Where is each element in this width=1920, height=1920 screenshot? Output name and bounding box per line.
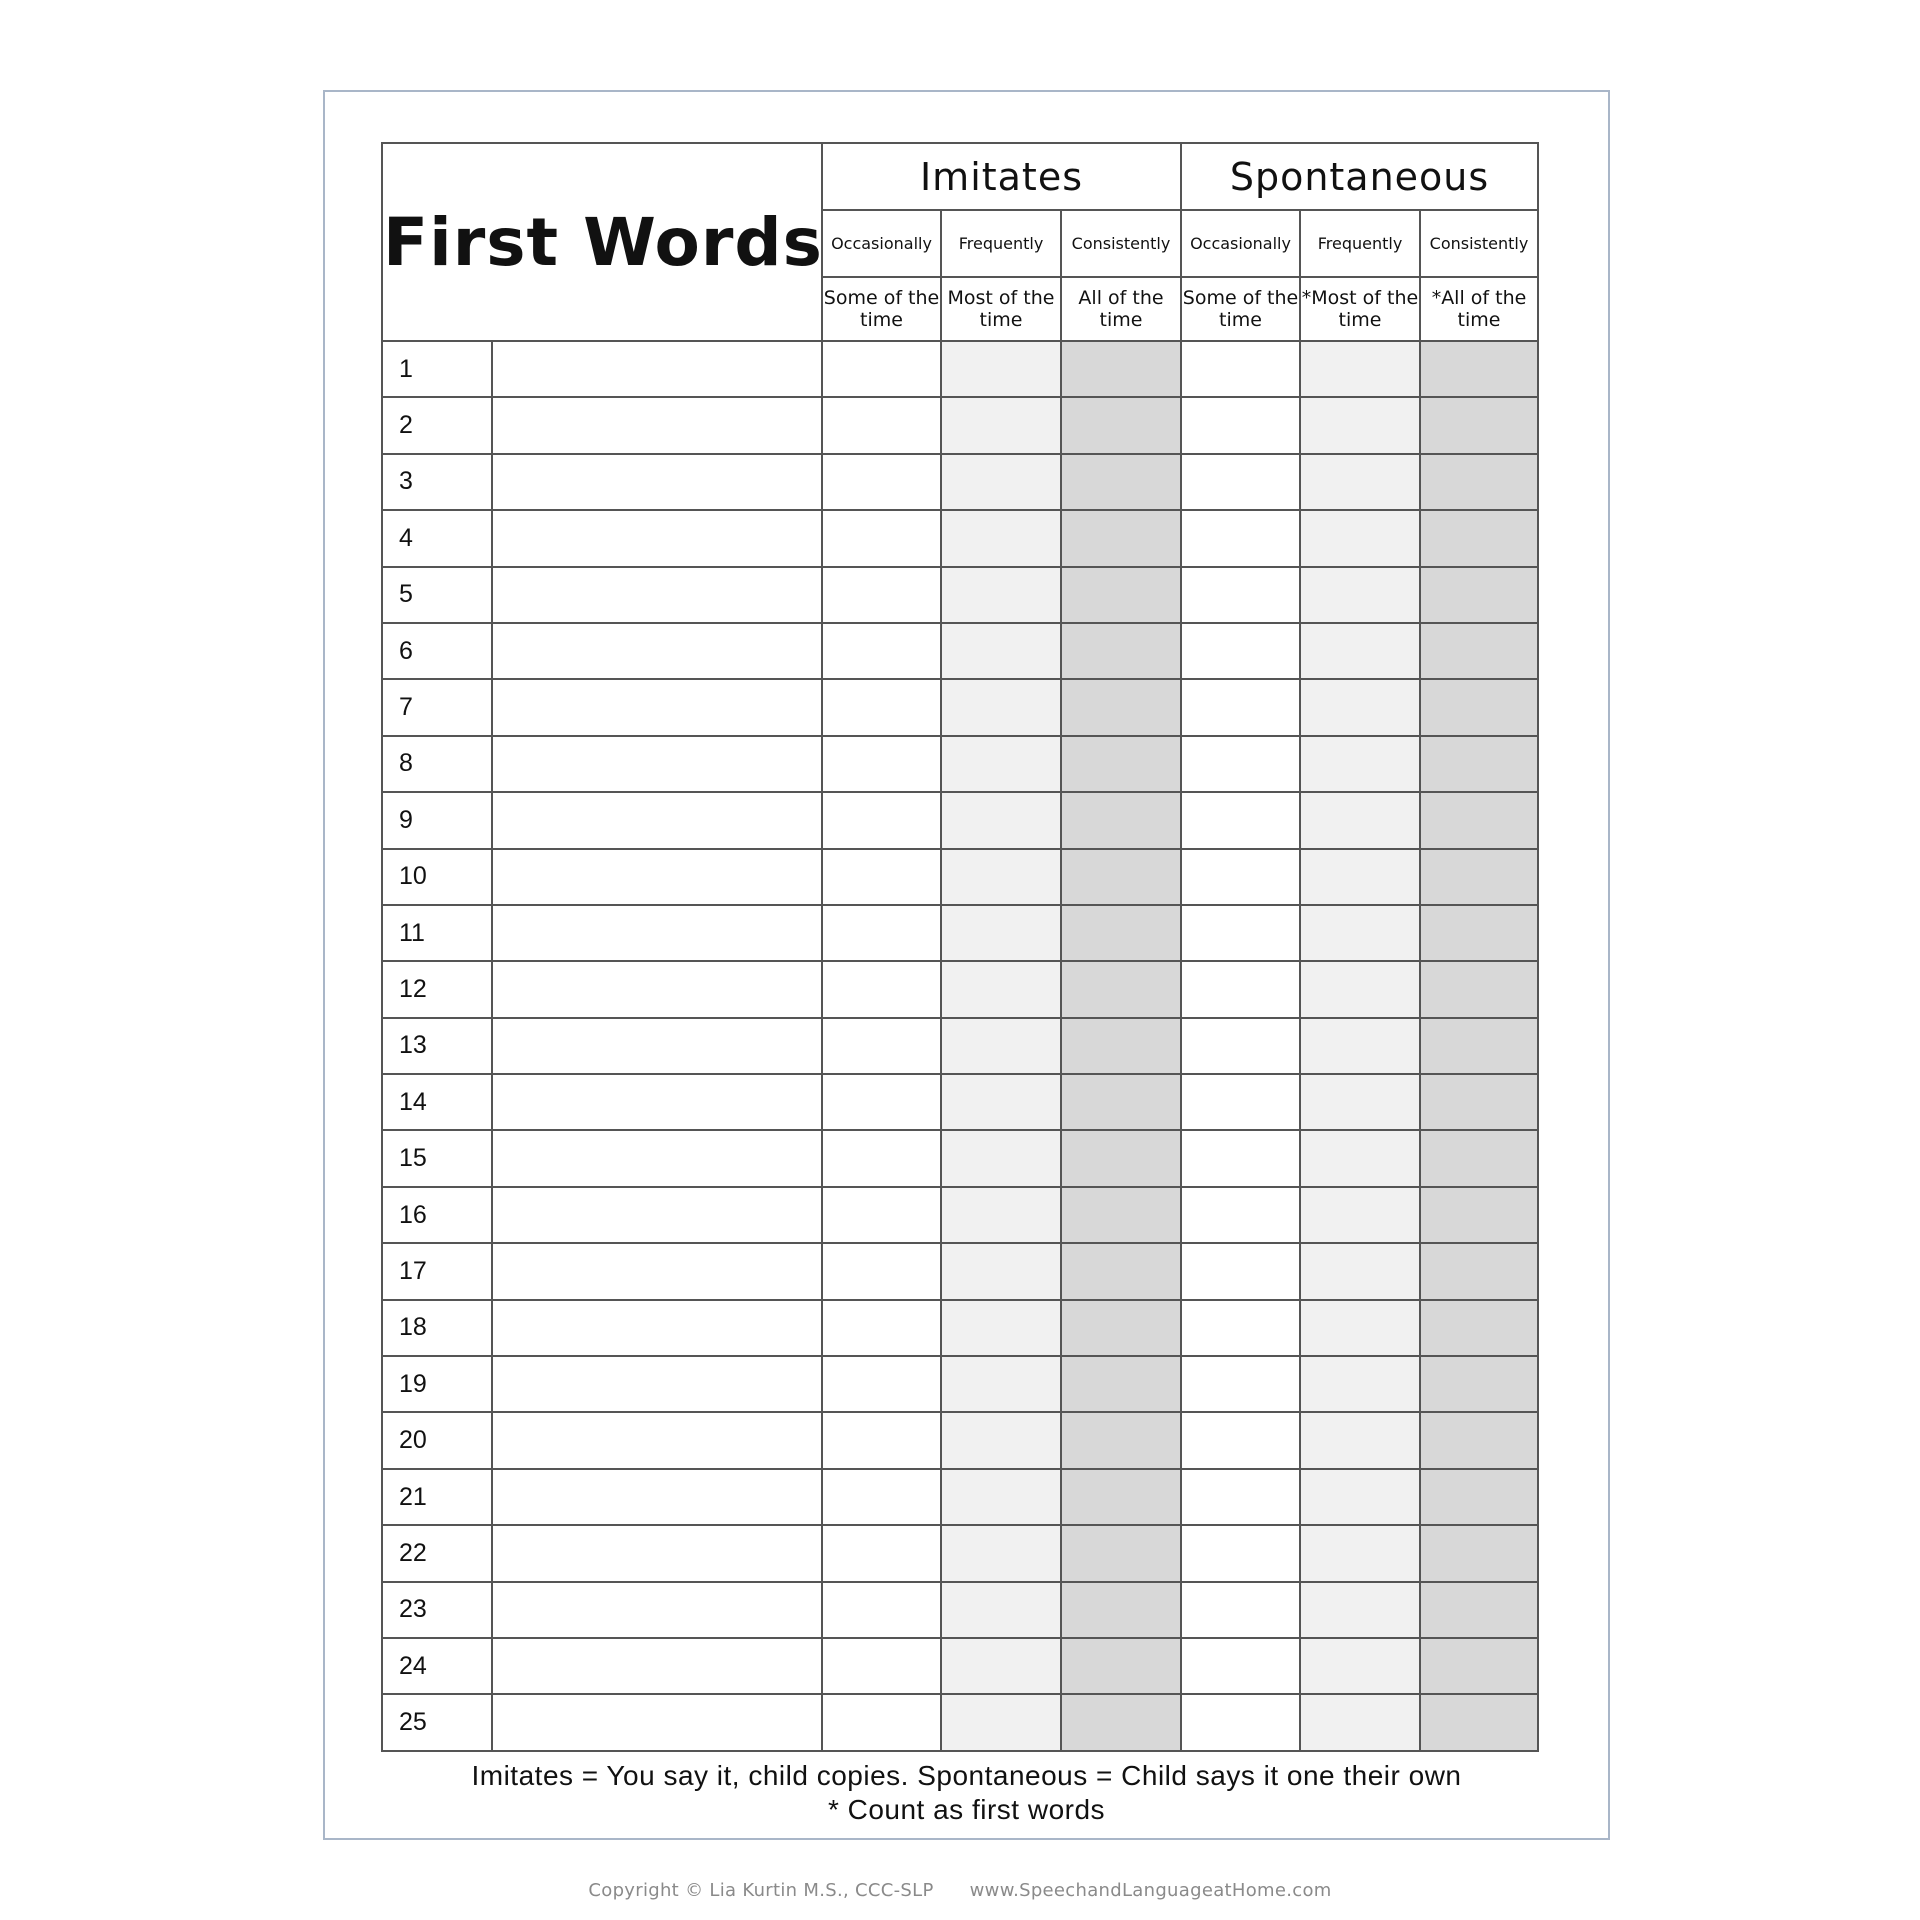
table-row: [382, 567, 1538, 623]
table-row: [382, 623, 1538, 679]
imitates-frequently-cell[interactable]: [941, 1638, 1061, 1694]
spontaneous-frequently-cell[interactable]: [1300, 454, 1420, 510]
word-entry-cell[interactable]: [492, 679, 822, 735]
spontaneous-frequently-cell[interactable]: [1300, 736, 1420, 792]
word-entry-cell[interactable]: [492, 1469, 822, 1525]
frequency-label: Consistently: [1061, 210, 1181, 277]
row-number: 22: [382, 1525, 492, 1581]
imitates-frequently-cell[interactable]: [941, 905, 1061, 961]
imitates-consistently-cell[interactable]: [1061, 792, 1181, 848]
footnote-asterisk-note: * Count as first words: [827, 1794, 1106, 1825]
imitates-consistently-cell[interactable]: [1061, 623, 1181, 679]
word-entry-cell[interactable]: [492, 1694, 822, 1750]
word-entry-cell[interactable]: [492, 1525, 822, 1581]
imitates-occasionally-cell[interactable]: [822, 736, 941, 792]
imitates-consistently-cell[interactable]: [1061, 397, 1181, 453]
spontaneous-occasionally-cell[interactable]: [1181, 397, 1300, 453]
row-number: 4: [382, 510, 492, 566]
imitates-consistently-cell[interactable]: [1061, 961, 1181, 1017]
word-entry-cell[interactable]: [492, 397, 822, 453]
spontaneous-consistently-cell[interactable]: [1420, 792, 1538, 848]
word-entry-cell[interactable]: [492, 510, 822, 566]
spontaneous-frequently-cell[interactable]: [1300, 1638, 1420, 1694]
table-row: [382, 961, 1538, 1017]
imitates-consistently-cell[interactable]: [1061, 1187, 1181, 1243]
spontaneous-frequently-cell[interactable]: [1300, 961, 1420, 1017]
row-number: 12: [382, 961, 492, 1017]
row-number: 19: [382, 1356, 492, 1412]
imitates-occasionally-cell[interactable]: [822, 1187, 941, 1243]
imitates-frequently-cell[interactable]: [941, 454, 1061, 510]
imitates-consistently-cell[interactable]: [1061, 1018, 1181, 1074]
word-entry-cell[interactable]: [492, 1412, 822, 1468]
row-number: 10: [382, 849, 492, 905]
frequency-label: Occasionally: [822, 210, 941, 277]
table-row: [382, 736, 1538, 792]
frequency-description: All of the time: [1061, 277, 1181, 341]
spontaneous-consistently-cell[interactable]: [1420, 1525, 1538, 1581]
spontaneous-occasionally-cell[interactable]: [1181, 623, 1300, 679]
imitates-occasionally-cell[interactable]: [822, 341, 941, 397]
table-row: [382, 1187, 1538, 1243]
spontaneous-consistently-cell[interactable]: [1420, 1412, 1538, 1468]
spontaneous-frequently-cell[interactable]: [1300, 1018, 1420, 1074]
row-number: 23: [382, 1582, 492, 1638]
imitates-occasionally-cell[interactable]: [822, 567, 941, 623]
table-row: [382, 454, 1538, 510]
spontaneous-occasionally-cell[interactable]: [1181, 736, 1300, 792]
row-number: 15: [382, 1130, 492, 1186]
word-entry-cell[interactable]: [492, 1356, 822, 1412]
imitates-frequently-cell[interactable]: [941, 1356, 1061, 1412]
imitates-frequently-cell[interactable]: [941, 792, 1061, 848]
imitates-frequently-cell[interactable]: [941, 623, 1061, 679]
row-number: 6: [382, 623, 492, 679]
spontaneous-occasionally-cell[interactable]: [1181, 454, 1300, 510]
table-row: [382, 1694, 1538, 1750]
imitates-frequently-cell[interactable]: [941, 341, 1061, 397]
word-entry-cell[interactable]: [492, 1018, 822, 1074]
spontaneous-consistently-cell[interactable]: [1420, 1187, 1538, 1243]
spontaneous-consistently-cell[interactable]: [1420, 736, 1538, 792]
row-number: 11: [382, 905, 492, 961]
spontaneous-occasionally-cell[interactable]: [1181, 1638, 1300, 1694]
imitates-frequently-cell[interactable]: [941, 1525, 1061, 1581]
imitates-frequently-cell[interactable]: [941, 1018, 1061, 1074]
group-header-spontaneous: Spontaneous: [1181, 143, 1538, 210]
group-header-imitates: Imitates: [822, 143, 1181, 210]
word-entry-cell[interactable]: [492, 1638, 822, 1694]
word-entry-cell[interactable]: [492, 1300, 822, 1356]
spontaneous-consistently-cell[interactable]: [1420, 510, 1538, 566]
spontaneous-frequently-cell[interactable]: [1300, 1300, 1420, 1356]
spontaneous-frequently-cell[interactable]: [1300, 341, 1420, 397]
row-number: 18: [382, 1300, 492, 1356]
spontaneous-frequently-cell[interactable]: [1300, 1525, 1420, 1581]
frequency-label: Occasionally: [1181, 210, 1300, 277]
spontaneous-frequently-cell[interactable]: [1300, 1412, 1420, 1468]
imitates-consistently-cell[interactable]: [1061, 1694, 1181, 1750]
spontaneous-consistently-cell[interactable]: [1420, 1356, 1538, 1412]
copyright-website: www.SpeechandLanguageatHome.com: [969, 1880, 1332, 1901]
imitates-occasionally-cell[interactable]: [822, 961, 941, 1017]
row-number: 20: [382, 1412, 492, 1468]
row-number: 8: [382, 736, 492, 792]
spontaneous-consistently-cell[interactable]: [1420, 623, 1538, 679]
row-number: 24: [382, 1638, 492, 1694]
imitates-frequently-cell[interactable]: [941, 510, 1061, 566]
spontaneous-occasionally-cell[interactable]: [1181, 567, 1300, 623]
imitates-occasionally-cell[interactable]: [822, 1243, 941, 1299]
table-row: [382, 1582, 1538, 1638]
word-entry-cell[interactable]: [492, 736, 822, 792]
imitates-frequently-cell[interactable]: [941, 849, 1061, 905]
page-title: First Words: [383, 203, 823, 281]
imitates-consistently-cell[interactable]: [1061, 1582, 1181, 1638]
word-entry-cell[interactable]: [492, 1074, 822, 1130]
imitates-frequently-cell[interactable]: [941, 1582, 1061, 1638]
spontaneous-occasionally-cell[interactable]: [1181, 1356, 1300, 1412]
spontaneous-consistently-cell[interactable]: [1420, 905, 1538, 961]
table-row: [382, 792, 1538, 848]
spontaneous-frequently-cell[interactable]: [1300, 1582, 1420, 1638]
spontaneous-consistently-cell[interactable]: [1420, 567, 1538, 623]
imitates-consistently-cell[interactable]: [1061, 1130, 1181, 1186]
imitates-frequently-cell[interactable]: [941, 1130, 1061, 1186]
spontaneous-frequently-cell[interactable]: [1300, 397, 1420, 453]
table-row: [382, 341, 1538, 397]
spontaneous-frequently-cell[interactable]: [1300, 1694, 1420, 1750]
spontaneous-occasionally-cell[interactable]: [1181, 849, 1300, 905]
row-number: 2: [382, 397, 492, 453]
spontaneous-occasionally-cell[interactable]: [1181, 1412, 1300, 1468]
imitates-occasionally-cell[interactable]: [822, 1469, 941, 1525]
table-row: [382, 510, 1538, 566]
imitates-occasionally-cell[interactable]: [822, 679, 941, 735]
spontaneous-frequently-cell[interactable]: [1300, 1469, 1420, 1525]
imitates-occasionally-cell[interactable]: [822, 1638, 941, 1694]
row-number: 7: [382, 679, 492, 735]
table-row: [382, 1412, 1538, 1468]
word-entry-cell[interactable]: [492, 1187, 822, 1243]
imitates-frequently-cell[interactable]: [941, 397, 1061, 453]
spontaneous-frequently-cell[interactable]: [1300, 905, 1420, 961]
table-row: [382, 1469, 1538, 1525]
spontaneous-consistently-cell[interactable]: [1420, 1018, 1538, 1074]
spontaneous-occasionally-cell[interactable]: [1181, 1469, 1300, 1525]
row-number: 17: [382, 1243, 492, 1299]
imitates-occasionally-cell[interactable]: [822, 510, 941, 566]
table-row: [382, 1300, 1538, 1356]
frequency-description: Some of the time: [1181, 277, 1300, 341]
footnote-definition: Imitates = You say it, child copies. Spontaneous = Child says it one their own: [471, 1760, 1462, 1791]
spontaneous-occasionally-cell[interactable]: [1181, 905, 1300, 961]
imitates-occasionally-cell[interactable]: [822, 1412, 941, 1468]
row-number: 5: [382, 567, 492, 623]
spontaneous-consistently-cell[interactable]: [1420, 1243, 1538, 1299]
imitates-consistently-cell[interactable]: [1061, 1525, 1181, 1581]
word-entry-cell[interactable]: [492, 454, 822, 510]
imitates-occasionally-cell[interactable]: [822, 623, 941, 679]
frequency-label: Consistently: [1420, 210, 1538, 277]
imitates-frequently-cell[interactable]: [941, 1694, 1061, 1750]
spontaneous-consistently-cell[interactable]: [1420, 961, 1538, 1017]
table-row: [382, 849, 1538, 905]
word-entry-cell[interactable]: [492, 567, 822, 623]
imitates-frequently-cell[interactable]: [941, 1300, 1061, 1356]
spontaneous-occasionally-cell[interactable]: [1181, 1582, 1300, 1638]
imitates-frequently-cell[interactable]: [941, 736, 1061, 792]
imitates-occasionally-cell[interactable]: [822, 905, 941, 961]
imitates-consistently-cell[interactable]: [1061, 341, 1181, 397]
spontaneous-consistently-cell[interactable]: [1420, 1638, 1538, 1694]
imitates-occasionally-cell[interactable]: [822, 397, 941, 453]
spontaneous-occasionally-cell[interactable]: [1181, 510, 1300, 566]
spontaneous-occasionally-cell[interactable]: [1181, 1187, 1300, 1243]
row-number: 25: [382, 1694, 492, 1750]
imitates-consistently-cell[interactable]: [1061, 567, 1181, 623]
copyright-line: [0, 1880, 1920, 1901]
spontaneous-consistently-cell[interactable]: [1420, 454, 1538, 510]
imitates-consistently-cell[interactable]: [1061, 454, 1181, 510]
frequency-description: Most of the time: [941, 277, 1061, 341]
word-entry-cell[interactable]: [492, 1582, 822, 1638]
table-row: [382, 679, 1538, 735]
footnote: [323, 1759, 1610, 1827]
spontaneous-consistently-cell[interactable]: [1420, 849, 1538, 905]
imitates-occasionally-cell[interactable]: [822, 1300, 941, 1356]
spontaneous-frequently-cell[interactable]: [1300, 679, 1420, 735]
imitates-consistently-cell[interactable]: [1061, 905, 1181, 961]
table-row: [382, 1525, 1538, 1581]
imitates-consistently-cell[interactable]: [1061, 679, 1181, 735]
imitates-consistently-cell[interactable]: [1061, 849, 1181, 905]
word-entry-cell[interactable]: [492, 1243, 822, 1299]
imitates-occasionally-cell[interactable]: [822, 1694, 941, 1750]
imitates-consistently-cell[interactable]: [1061, 1469, 1181, 1525]
spontaneous-occasionally-cell[interactable]: [1181, 792, 1300, 848]
row-number: 1: [382, 341, 492, 397]
tracking-table: [381, 142, 1539, 1752]
spontaneous-consistently-cell[interactable]: [1420, 1469, 1538, 1525]
spontaneous-consistently-cell[interactable]: [1420, 1300, 1538, 1356]
table-row: [382, 1074, 1538, 1130]
imitates-occasionally-cell[interactable]: [822, 1582, 941, 1638]
row-number: 16: [382, 1187, 492, 1243]
spontaneous-frequently-cell[interactable]: [1300, 849, 1420, 905]
word-entry-cell[interactable]: [492, 792, 822, 848]
spontaneous-occasionally-cell[interactable]: [1181, 1018, 1300, 1074]
imitates-consistently-cell[interactable]: [1061, 1074, 1181, 1130]
spontaneous-consistently-cell[interactable]: [1420, 679, 1538, 735]
spontaneous-consistently-cell[interactable]: [1420, 397, 1538, 453]
spontaneous-occasionally-cell[interactable]: [1181, 1130, 1300, 1186]
spontaneous-frequently-cell[interactable]: [1300, 567, 1420, 623]
imitates-occasionally-cell[interactable]: [822, 454, 941, 510]
spontaneous-occasionally-cell[interactable]: [1181, 341, 1300, 397]
spontaneous-consistently-cell[interactable]: [1420, 1074, 1538, 1130]
row-number: 9: [382, 792, 492, 848]
spontaneous-occasionally-cell[interactable]: [1181, 1300, 1300, 1356]
spontaneous-occasionally-cell[interactable]: [1181, 1694, 1300, 1750]
imitates-occasionally-cell[interactable]: [822, 849, 941, 905]
title-cell: [382, 143, 822, 341]
imitates-occasionally-cell[interactable]: [822, 1130, 941, 1186]
table-row: [382, 397, 1538, 453]
word-entry-cell[interactable]: [492, 1130, 822, 1186]
imitates-consistently-cell[interactable]: [1061, 736, 1181, 792]
spontaneous-frequently-cell[interactable]: [1300, 1356, 1420, 1412]
frequency-label: Frequently: [1300, 210, 1420, 277]
imitates-frequently-cell[interactable]: [941, 1412, 1061, 1468]
spontaneous-occasionally-cell[interactable]: [1181, 961, 1300, 1017]
spontaneous-consistently-cell[interactable]: [1420, 1582, 1538, 1638]
spontaneous-frequently-cell[interactable]: [1300, 792, 1420, 848]
copyright-owner: Copyright © Lia Kurtin M.S., CCC-SLP: [588, 1880, 934, 1901]
word-entry-cell[interactable]: [492, 849, 822, 905]
table-row: [382, 1243, 1538, 1299]
spontaneous-frequently-cell[interactable]: [1300, 1187, 1420, 1243]
table-row: [382, 1130, 1538, 1186]
table-row: [382, 1638, 1538, 1694]
imitates-frequently-cell[interactable]: [941, 567, 1061, 623]
imitates-frequently-cell[interactable]: [941, 961, 1061, 1017]
table-row: [382, 1356, 1538, 1412]
spontaneous-frequently-cell[interactable]: [1300, 1130, 1420, 1186]
imitates-occasionally-cell[interactable]: [822, 792, 941, 848]
imitates-occasionally-cell[interactable]: [822, 1525, 941, 1581]
imitates-frequently-cell[interactable]: [941, 1074, 1061, 1130]
word-entry-cell[interactable]: [492, 905, 822, 961]
spontaneous-frequently-cell[interactable]: [1300, 1074, 1420, 1130]
word-entry-cell[interactable]: [492, 341, 822, 397]
spontaneous-occasionally-cell[interactable]: [1181, 1243, 1300, 1299]
imitates-occasionally-cell[interactable]: [822, 1018, 941, 1074]
spontaneous-frequently-cell[interactable]: [1300, 510, 1420, 566]
word-entry-cell[interactable]: [492, 961, 822, 1017]
imitates-occasionally-cell[interactable]: [822, 1356, 941, 1412]
table-row: [382, 1018, 1538, 1074]
spontaneous-occasionally-cell[interactable]: [1181, 1525, 1300, 1581]
imitates-frequently-cell[interactable]: [941, 1469, 1061, 1525]
row-number: 14: [382, 1074, 492, 1130]
frequency-description: *All of the time: [1420, 277, 1538, 341]
first-words-worksheet: [381, 142, 1537, 1746]
spontaneous-frequently-cell[interactable]: [1300, 623, 1420, 679]
spontaneous-consistently-cell[interactable]: [1420, 1130, 1538, 1186]
imitates-consistently-cell[interactable]: [1061, 1300, 1181, 1356]
row-number: 13: [382, 1018, 492, 1074]
spontaneous-frequently-cell[interactable]: [1300, 1243, 1420, 1299]
imitates-frequently-cell[interactable]: [941, 1187, 1061, 1243]
word-entry-cell[interactable]: [492, 623, 822, 679]
frequency-description: *Most of the time: [1300, 277, 1420, 341]
frequency-description: Some of the time: [822, 277, 941, 341]
imitates-consistently-cell[interactable]: [1061, 1356, 1181, 1412]
imitates-consistently-cell[interactable]: [1061, 1412, 1181, 1468]
table-row: [382, 905, 1538, 961]
imitates-frequently-cell[interactable]: [941, 679, 1061, 735]
frequency-label: Frequently: [941, 210, 1061, 277]
spontaneous-occasionally-cell[interactable]: [1181, 1074, 1300, 1130]
spontaneous-consistently-cell[interactable]: [1420, 1694, 1538, 1750]
spontaneous-occasionally-cell[interactable]: [1181, 679, 1300, 735]
imitates-consistently-cell[interactable]: [1061, 1243, 1181, 1299]
imitates-frequently-cell[interactable]: [941, 1243, 1061, 1299]
row-number: 21: [382, 1469, 492, 1525]
imitates-occasionally-cell[interactable]: [822, 1074, 941, 1130]
spontaneous-consistently-cell[interactable]: [1420, 341, 1538, 397]
imitates-consistently-cell[interactable]: [1061, 510, 1181, 566]
row-number: 3: [382, 454, 492, 510]
imitates-consistently-cell[interactable]: [1061, 1638, 1181, 1694]
